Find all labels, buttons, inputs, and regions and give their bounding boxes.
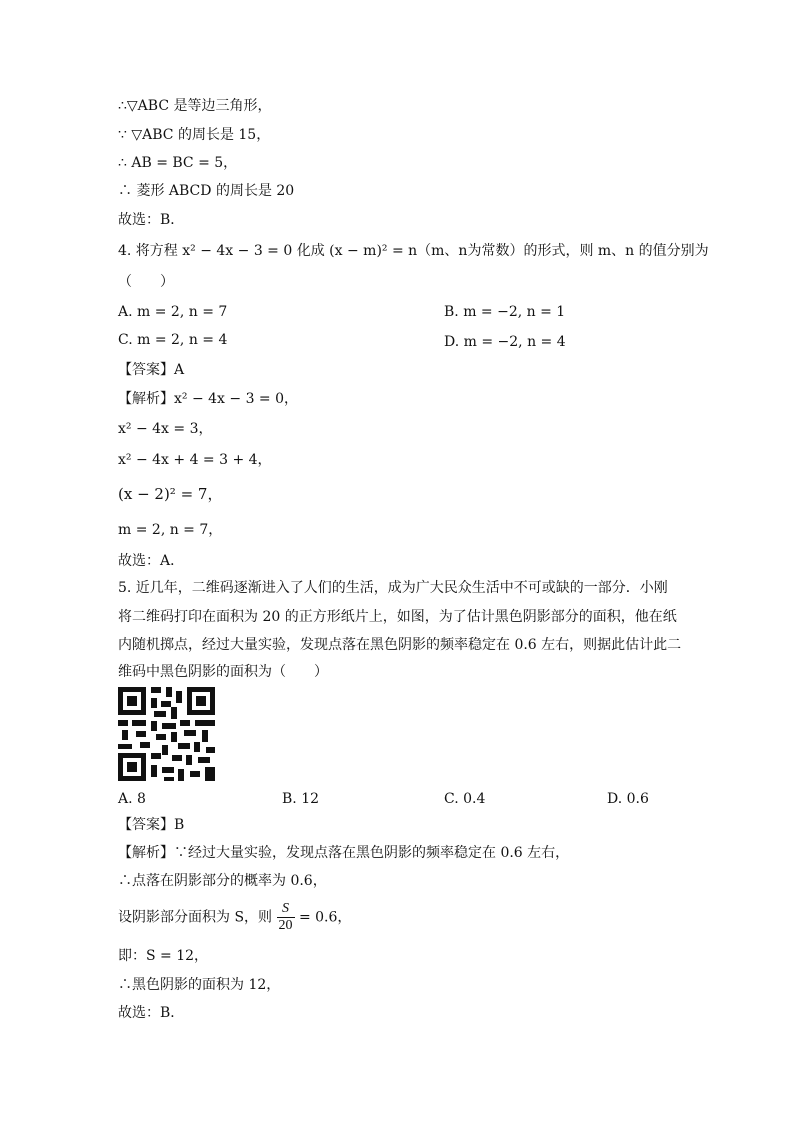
q4-solution-1: 【解析】x² − 4x − 3 = 0， [118, 391, 299, 407]
line-equilateral: ∴▽ABC 是等边三角形， [118, 98, 272, 114]
q5-solution-1: 【解析】∵经过大量实验，发现点落在黑色阴影的频率稳定在 0.6 左右， [118, 845, 570, 861]
line-sides: ∴ AB = BC = 5， [118, 155, 238, 171]
q5-solution-6: 故选：B． [118, 1005, 185, 1021]
q4-answer: 【答案】A [118, 362, 185, 378]
q5-option-c: C. 0.4 [444, 791, 486, 807]
q4-option-a: A. m = 2, n = 7 [118, 304, 228, 320]
q4-solution-3: x² − 4x + 4 = 3 + 4， [118, 452, 272, 468]
q4-stem: 4. 将方程 x² − 4x − 3 = 0 化成 (x − m)² = n（m、n为常数）的形式，则 m、n 的值分别为 [118, 243, 709, 259]
q5-solution-4: 即：S = 12， [118, 948, 209, 964]
line-rhombus-perimeter: ∴ 菱形 ABCD 的周长是 20 [118, 183, 295, 199]
fraction-s-over-20 [277, 901, 295, 934]
q5-solution-3-prefix: 设阴影部分面积为 S，则 [118, 909, 273, 926]
q4-solution-4: (x − 2)² = 7， [118, 485, 223, 503]
q5-option-b: B. 12 [282, 791, 320, 807]
q5-solution-3-suffix: = 0.6， [298, 909, 352, 926]
q4-solution-5: m = 2, n = 7， [118, 522, 223, 538]
q4-paren: （ ） [118, 274, 174, 290]
fraction-denominator: 20 [278, 918, 293, 933]
q5-solution-5: ∴黑色阴影的面积为 12， [118, 977, 281, 993]
q5-answer: 【答案】B [118, 817, 185, 833]
q5-stem-4: 维码中黑色阴影的面积为（ ） [118, 664, 328, 680]
line-choose-b: 故选：B． [118, 212, 185, 228]
q4-option-b: B. m = −2, n = 1 [444, 304, 566, 320]
q5-stem-2: 将二维码打印在面积为 20 的正方形纸片上，如图，为了估计黑色阴影部分的面积，他在纸 [118, 609, 677, 625]
q5-solution-2: ∴点落在阴影部分的概率为 0.6， [118, 873, 327, 889]
q5-stem-1: 5. 近几年，二维码逐渐进入了人们的生活，成为广大民众生活中不可或缺的一部分．小刚 [118, 580, 668, 596]
q4-option-c: C. m = 2, n = 4 [118, 332, 228, 348]
q4-option-d: D. m = −2, n = 4 [444, 334, 566, 350]
q4-solution-2: x² − 4x = 3， [118, 421, 213, 437]
q5-option-d: D. 0.6 [607, 791, 649, 807]
q5-option-a: A. 8 [118, 791, 146, 807]
line-perimeter: ∵ ▽ABC 的周长是 15， [118, 127, 271, 143]
q5-solution-3 [118, 901, 351, 934]
qr-code-image [118, 687, 215, 781]
q4-solution-6: 故选：A． [118, 553, 185, 569]
q5-stem-3: 内随机掷点，经过大量实验，发现点落在黑色阴影的频率稳定在 0.6 左右，则据此估计此二 [118, 637, 682, 653]
fraction-numerator: S [277, 901, 295, 918]
